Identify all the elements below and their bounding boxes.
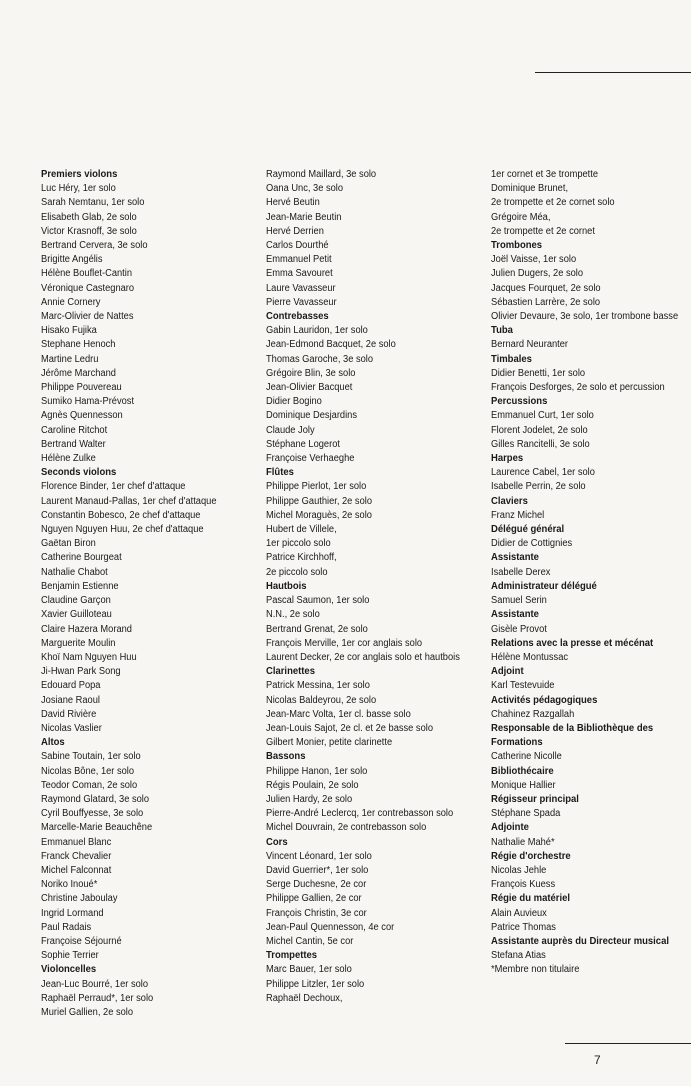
roster-entry: Noriko Inoué* — [41, 879, 98, 891]
roster-entry: Sarah Nemtanu, 1er solo — [41, 197, 145, 209]
roster-entry: Françoise Verhaeghe — [266, 453, 355, 465]
roster-entry: Florence Binder, 1er chef d'attaque — [41, 481, 186, 493]
roster-entry: Gaëtan Biron — [41, 538, 96, 550]
section-heading: Trombones — [491, 240, 543, 252]
roster-section — [491, 608, 678, 636]
section-heading: Tuba — [491, 325, 513, 337]
section-heading: Adjointe — [491, 822, 529, 834]
roster-entry: Bertrand Grenat, 2e solo — [266, 623, 368, 635]
roster-entry: Sumiko Hama-Prévost — [41, 396, 135, 408]
roster-entry: François Christin, 3e cor — [266, 907, 367, 919]
roster-entry: Nathalie Mahé* — [491, 836, 555, 848]
roster-entry: Florent Jodelet, 2e solo — [491, 424, 588, 436]
roster-section — [491, 353, 678, 396]
roster-entry: Philippe Gallien, 2e cor — [266, 893, 362, 905]
roster-entry: Cyril Bouffyesse, 3e solo — [41, 808, 144, 820]
roster-section — [266, 836, 460, 950]
roster-entry: Hélène Montussac — [491, 651, 569, 663]
roster-entry: Hélène Zulke — [41, 453, 96, 465]
roster-entry: Hervé Derrien — [266, 225, 324, 237]
roster-entry: Grégoire Méa, — [491, 211, 551, 223]
top-rule — [535, 72, 691, 73]
roster-entry: 1er piccolo solo — [266, 538, 331, 550]
page-number: 7 — [594, 1053, 601, 1067]
roster-entry: Edouard Popa — [41, 680, 101, 692]
roster-entry: Bertrand Walter — [41, 438, 106, 450]
roster-section — [491, 324, 678, 352]
roster-entry: Nathalie Chabot — [41, 566, 108, 578]
roster-entry: *Membre non titulaire — [491, 964, 580, 976]
roster-entry: Jean-Luc Bourré, 1er solo — [41, 978, 149, 990]
roster-entry: Xavier Guilloteau — [41, 609, 112, 621]
roster-section — [491, 239, 678, 324]
roster-entry: Brigitte Angélis — [41, 254, 103, 266]
roster-entry: Laurent Decker, 2e cor anglais solo et hautbois — [266, 651, 460, 663]
roster-entry: Emmanuel Curt, 1er solo — [491, 410, 594, 422]
roster-entry: Bernard Neuranter — [491, 339, 569, 351]
section-heading: Altos — [41, 737, 65, 749]
roster-entry: 1er cornet et 3e trompette — [491, 169, 599, 180]
roster-entry: Catherine Bourgeat — [41, 552, 122, 564]
roster-entry: Jacques Fourquet, 2e solo — [491, 282, 601, 294]
roster-section — [266, 580, 460, 665]
roster-entry: Laure Vavasseur — [266, 282, 336, 294]
roster-entry: Luc Héry, 1er solo — [41, 183, 116, 195]
section-heading: Assistante — [491, 552, 539, 564]
roster-entry: Nicolas Bône, 1er solo — [41, 765, 135, 777]
roster-entry: Isabelle Derex — [491, 566, 551, 578]
roster-entry: Pascal Saumon, 1er solo — [266, 595, 370, 607]
section-heading: Régie du matériel — [491, 893, 570, 905]
roster-entry: Annie Cornery — [41, 296, 101, 308]
roster-entry: Sophie Terrier — [41, 950, 99, 962]
section-heading: Claviers — [491, 495, 528, 507]
roster-entry: Elisabeth Glab, 2e solo — [41, 211, 137, 223]
roster-entry: Claude Joly — [266, 424, 315, 436]
roster-section — [491, 665, 678, 693]
section-heading: Relations avec la presse et mécénat — [491, 637, 654, 649]
roster-section — [491, 495, 678, 523]
roster-entry: Jean-Paul Quennesson, 4e cor — [266, 921, 395, 933]
roster-entry: Patrice Kirchhoff, — [266, 552, 337, 564]
roster-entry: Hubert de Villele, — [266, 524, 337, 536]
roster-entry: Philippe Pouvereau — [41, 382, 122, 394]
bottom-rule — [565, 1043, 691, 1044]
roster-entry: Jean-Olivier Bacquet — [266, 382, 353, 394]
roster-entry: Hisako Fujika — [41, 325, 97, 337]
roster-entry: Martine Ledru — [41, 353, 99, 365]
roster-entry: Michel Douvrain, 2e contrebasson solo — [266, 822, 427, 834]
roster-entry: 2e piccolo solo — [266, 566, 328, 578]
roster-entry: Nicolas Vaslier — [41, 722, 102, 734]
column-1 — [41, 168, 216, 1020]
roster-entry: Isabelle Perrin, 2e solo — [491, 481, 586, 493]
section-heading: Administrateur délégué — [491, 580, 597, 592]
roster-entry: Régis Poulain, 2e solo — [266, 779, 359, 791]
roster-entry: Gilles Rancitelli, 3e solo — [491, 438, 590, 450]
roster-entry: Raphaël Perraud*, 1er solo — [41, 992, 154, 1004]
roster-entry: Julien Dugers, 2e solo — [491, 268, 584, 280]
roster-section — [491, 523, 678, 551]
roster-section — [491, 935, 678, 978]
roster-section — [266, 750, 460, 835]
section-heading: Bassons — [266, 751, 306, 763]
section-heading: Hautbois — [266, 580, 307, 592]
roster-entry: Dominique Desjardins — [266, 410, 357, 422]
roster-entry: Vincent Léonard, 1er solo — [266, 850, 372, 862]
roster-entry: Marguerite Moulin — [41, 637, 116, 649]
section-heading: Violoncelles — [41, 964, 97, 976]
roster-entry: Caroline Ritchot — [41, 424, 108, 436]
roster-entry: 2e trompette et 2e cornet solo — [491, 197, 615, 209]
roster-section — [41, 466, 216, 736]
roster-entry: Jean-Edmond Bacquet, 2e solo — [266, 339, 396, 351]
roster-section — [491, 452, 678, 495]
roster-entry: Sabine Toutain, 1er solo — [41, 751, 141, 763]
roster-section — [491, 821, 678, 849]
roster-section — [266, 310, 460, 466]
roster-entry: Jean-Louis Sajot, 2e cl. et 2e basse solo — [266, 722, 433, 734]
roster-entry: Paul Radais — [41, 921, 92, 933]
roster-entry: Nicolas Baldeyrou, 2e solo — [266, 694, 377, 706]
section-heading: Timbales — [491, 353, 532, 365]
roster-section — [266, 466, 460, 580]
section-heading: Adjoint — [491, 666, 524, 678]
roster-entry: Ingrid Lormand — [41, 907, 104, 919]
roster-section — [491, 580, 678, 608]
roster-entry: Olivier Devaure, 3e solo, 1er trombone basse — [491, 311, 679, 323]
section-heading: Flûtes — [266, 467, 294, 479]
roster-section — [491, 722, 678, 765]
roster-entry: Marc Bauer, 1er solo — [266, 964, 352, 976]
roster-entry: Samuel Serin — [491, 595, 547, 607]
roster-entry: David Guerrier*, 1er solo — [266, 864, 369, 876]
section-heading: Trompettes — [266, 950, 318, 962]
roster-entry: Teodor Coman, 2e solo — [41, 779, 138, 791]
roster-section — [266, 949, 460, 1006]
roster-entry: Emmanuel Petit — [266, 254, 332, 266]
roster-entry: Benjamin Estienne — [41, 580, 119, 592]
roster-entry: Philippe Litzler, 1er solo — [266, 978, 365, 990]
roster-entry: Philippe Hanon, 1er solo — [266, 765, 368, 777]
roster-section — [41, 963, 216, 1020]
roster-entry: Hervé Beutin — [266, 197, 320, 209]
section-heading: Assistante — [491, 609, 539, 621]
roster-section — [491, 168, 678, 239]
roster-entry: François Merville, 1er cor anglais solo — [266, 637, 423, 649]
roster-entry: Françoise Séjourné — [41, 935, 122, 947]
roster-entry: Pierre Vavasseur — [266, 296, 337, 308]
roster-entry: Emma Savouret — [266, 268, 333, 280]
roster-entry: Véronique Castegnaro — [41, 282, 135, 294]
roster-entry: Thomas Garoche, 3e solo — [266, 353, 374, 365]
roster-entry: Didier Benetti, 1er solo — [491, 367, 586, 379]
roster-entry: Grégoire Blin, 3e solo — [266, 367, 356, 379]
roster-entry: Nicolas Jehle — [491, 864, 547, 876]
roster-entry: Chahinez Razgallah — [491, 708, 575, 720]
roster-section — [41, 168, 216, 466]
roster-entry: Michel Moraguès, 2e solo — [266, 509, 372, 521]
roster-entry: Josiane Raoul — [41, 694, 100, 706]
roster-entry: Claudine Garçon — [41, 595, 111, 607]
roster-entry: Serge Duchesne, 2e cor — [266, 879, 367, 891]
section-heading: Délégué général — [491, 524, 565, 536]
roster-entry: Laurent Manaud-Pallas, 1er chef d'attaque — [41, 495, 217, 507]
roster-section — [491, 694, 678, 722]
roster-entry: Marc-Olivier de Nattes — [41, 311, 134, 323]
roster-section — [266, 665, 460, 750]
roster-entry: François Kuess — [491, 879, 556, 891]
column-2 — [266, 168, 460, 1006]
section-heading: Assistante auprès du Directeur musical — [491, 935, 669, 947]
section-heading: Percussions — [491, 396, 548, 408]
roster-entry: Agnès Quennesson — [41, 410, 123, 422]
roster-entry: Pierre-André Leclercq, 1er contrebasson solo — [266, 808, 454, 820]
roster-entry: Michel Cantin, 5e cor — [266, 935, 354, 947]
roster-entry: Carlos Dourthé — [266, 240, 329, 252]
roster-entry: Dominique Brunet, — [491, 183, 569, 195]
roster-entry: Stéphane Logerot — [266, 438, 340, 450]
roster-entry: Constantin Bobesco, 2e chef d'attaque — [41, 509, 201, 521]
roster-entry: Marcelle-Marie Beauchêne — [41, 822, 153, 834]
roster-entry: Gabin Lauridon, 1er solo — [266, 325, 368, 337]
roster-entry: Franz Michel — [491, 509, 545, 521]
roster-entry: Catherine Nicolle — [491, 751, 562, 763]
roster-entry: Khoï Nam Nguyen Huu — [41, 651, 137, 663]
roster-entry: 2e trompette et 2e cornet — [491, 225, 595, 237]
roster-section — [491, 892, 678, 935]
roster-entry: Raphaël Dechoux, — [266, 992, 343, 1004]
section-heading: Premiers violons — [41, 169, 118, 180]
roster-section — [41, 736, 216, 963]
section-heading: Activités pédagogiques — [491, 694, 598, 706]
roster-entry: Oana Unc, 3e solo — [266, 183, 344, 195]
roster-entry: Jean-Marc Volta, 1er cl. basse solo — [266, 708, 411, 720]
roster-section — [266, 168, 460, 310]
roster-entry: Claire Hazera Morand — [41, 623, 132, 635]
roster-entry: Raymond Glatard, 3e solo — [41, 793, 150, 805]
roster-entry: Michel Falconnat — [41, 864, 112, 876]
section-heading: Contrebasses — [266, 311, 329, 323]
roster-entry: Hélène Bouflet-Cantin — [41, 268, 132, 280]
roster-entry: Emmanuel Blanc — [41, 836, 112, 848]
roster-entry: Patrice Thomas — [491, 921, 556, 933]
section-heading: Cors — [266, 836, 288, 848]
roster-entry: David Rivière — [41, 708, 97, 720]
roster-entry: Victor Krasnoff, 3e solo — [41, 225, 137, 237]
roster-entry: Monique Hallier — [491, 779, 556, 791]
roster-entry: Laurence Cabel, 1er solo — [491, 467, 595, 479]
roster-entry: Stéphane Spada — [491, 808, 561, 820]
roster-entry: Sébastien Larrère, 2e solo — [491, 296, 601, 308]
roster-section — [491, 395, 678, 452]
roster-entry: Didier de Cottignies — [491, 538, 573, 550]
roster-entry: Karl Testevuide — [491, 680, 555, 692]
roster-entry: Stefana Atias — [491, 950, 546, 962]
roster-entry: Gilbert Monier, petite clarinette — [266, 737, 393, 749]
roster-entry: Didier Bogino — [266, 396, 322, 408]
roster-entry: Joël Vaisse, 1er solo — [491, 254, 577, 266]
section-heading: Clarinettes — [266, 666, 315, 678]
column-3 — [491, 168, 678, 978]
section-heading: Régie d'orchestre — [491, 850, 571, 862]
section-heading: Régisseur principal — [491, 793, 579, 805]
roster-entry: Muriel Gallien, 2e solo — [41, 1006, 134, 1018]
roster-section — [491, 637, 678, 665]
section-heading: Seconds violons — [41, 467, 117, 479]
roster-entry: N.N., 2e solo — [266, 609, 320, 621]
roster-entry: Jean-Marie Beutin — [266, 211, 342, 223]
section-heading: Responsable de la Bibliothèque des Formations — [491, 722, 654, 749]
roster-entry: Alain Auvieux — [491, 907, 547, 919]
roster-entry: François Desforges, 2e solo et percussion — [491, 382, 665, 394]
roster-entry: Raymond Maillard, 3e solo — [266, 169, 377, 180]
roster-section — [491, 793, 678, 821]
roster-entry: Franck Chevalier — [41, 850, 112, 862]
roster-section — [491, 765, 678, 793]
roster-entry: Stephane Henoch — [41, 339, 116, 351]
roster-entry: Bertrand Cervera, 3e solo — [41, 240, 148, 252]
section-heading: Harpes — [491, 453, 524, 465]
roster-entry: Philippe Pierlot, 1er solo — [266, 481, 367, 493]
roster-entry: Patrick Messina, 1er solo — [266, 680, 370, 692]
roster-entry: Nguyen Nguyen Huu, 2e chef d'attaque — [41, 524, 204, 536]
roster-entry: Julien Hardy, 2e solo — [266, 793, 353, 805]
roster-section — [491, 850, 678, 893]
roster-entry: Christine Jaboulay — [41, 893, 118, 905]
roster-section — [491, 551, 678, 579]
roster-entry: Jérôme Marchand — [41, 367, 116, 379]
roster-entry: Ji-Hwan Park Song — [41, 666, 121, 678]
roster-entry: Gisèle Provot — [491, 623, 547, 635]
section-heading: Bibliothécaire — [491, 765, 554, 777]
roster-entry: Philippe Gauthier, 2e solo — [266, 495, 372, 507]
